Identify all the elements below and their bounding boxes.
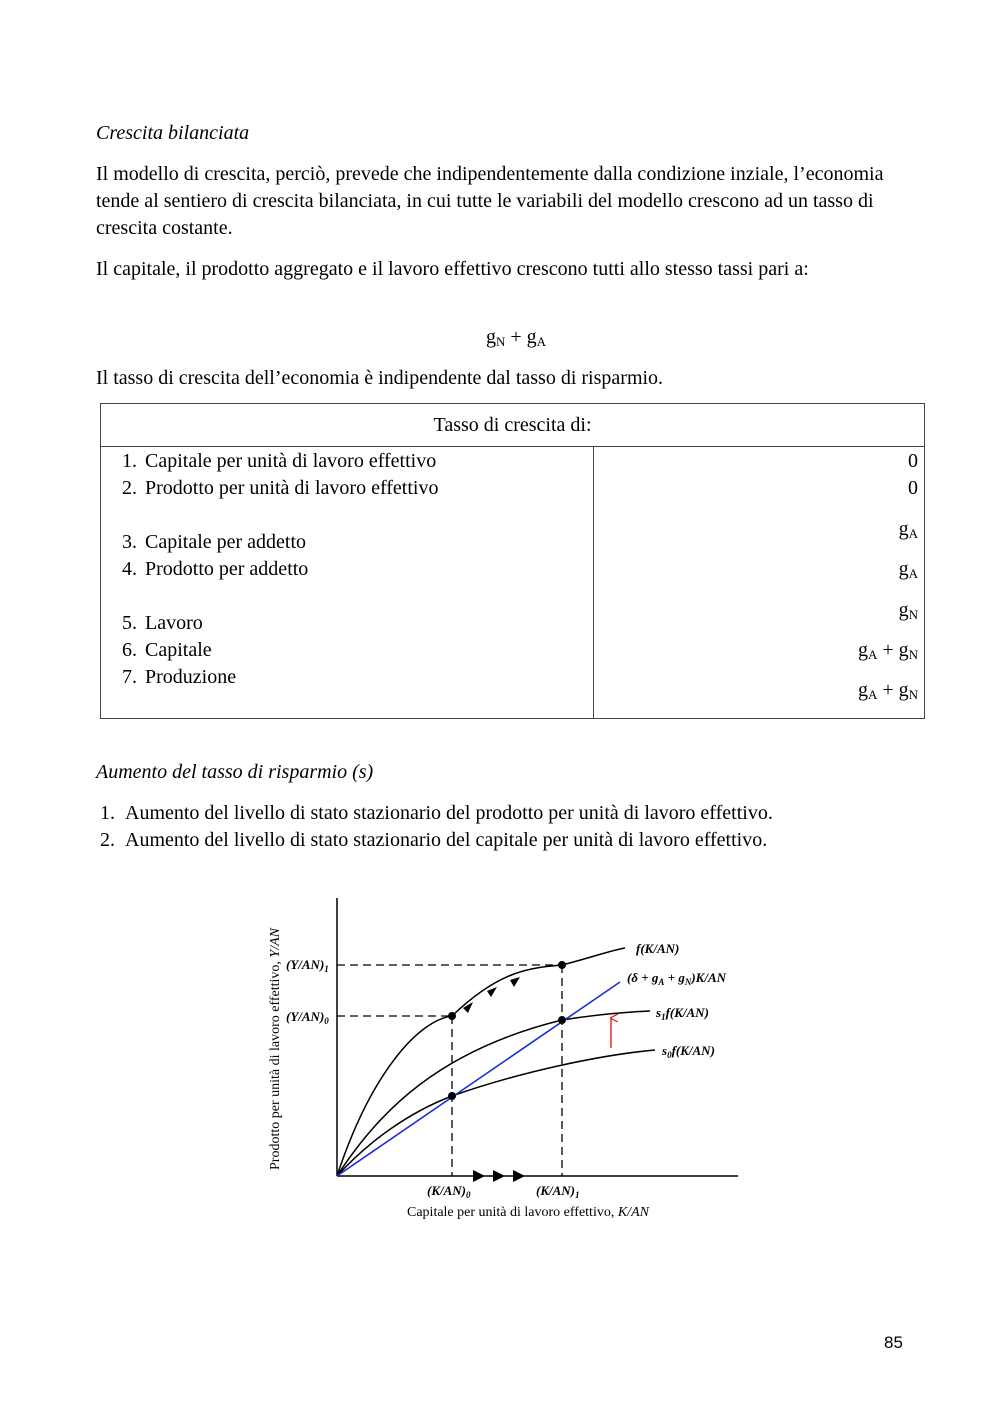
page-number: 85 [884,1333,903,1352]
table-row: 1. Capitale per unità di lavoro effettivo [122,450,437,472]
solow-diagram [0,890,1000,1250]
y1-label: $(Y/AN)_1$ [286,957,329,974]
table-value: $g_A$ [898,558,918,581]
y0-label: $(Y/AN)_0$ [286,1009,329,1026]
list-item: 1. Aumento del livello di stato stazionario del prodotto per unità di lavoro effettivo. [100,802,773,824]
table-labels-cell [101,447,594,719]
arrow-marker [510,977,520,987]
arrow-marker [493,1170,505,1182]
x1-label: $(K/AN)_1$ [536,1183,580,1200]
s0f-label: $s_0f(K/AN)$ [662,1043,715,1060]
table-row: 5. Lavoro [122,612,203,634]
s0f-curve [337,1050,655,1176]
table-row: 7. Produzione [122,666,237,688]
section-title-balanced-growth: Crescita bilanciata [96,122,250,144]
x0-label: $(K/AN)_0$ [427,1183,471,1200]
table-values-cell [594,447,925,719]
table-row: 3. Capitale per addetto [122,531,307,553]
list-item: 2. Aumento del livello di stato stazionario del capitale per unità di lavoro effettivo. [100,829,768,851]
line-label: $(\delta + g_A + g_N)K/AN$ [627,970,727,987]
x-axis-title: Capitale per unità di lavoro effettivo, K/AN [407,1205,649,1220]
table-value: 0 [908,450,918,472]
point [558,1016,566,1024]
arrow-marker [473,1170,485,1182]
point [558,961,566,969]
table-value: $g_A$ [898,518,918,541]
formula-gn-plus-ga: $g_N + g_A$ [485,326,547,349]
table-row: 4. Prodotto per addetto [122,558,309,580]
arrow-marker [513,1170,525,1182]
f-curve [337,948,625,1176]
paragraph-growth-rates: Il capitale, il prodotto aggregato e il lavoro effettivo crescono tutti allo stesso tassi pari a: [96,258,809,280]
point [448,1092,456,1100]
table-value: $g_A + g_N$ [857,639,918,662]
s1f-curve [337,1011,650,1176]
table-header: Tasso di crescita di: [101,404,925,447]
y-axis-title: Prodotto per unità di lavoro effettivo, Y/AN [268,928,283,1170]
table-value: $g_A + g_N$ [857,679,918,702]
table-row: 6. Capitale [122,639,212,661]
depreciation-line [337,982,620,1176]
paragraph-growth-model: Il modello di crescita, perciò, prevede che indipendentemente dalla condizione inziale, l’economia tende al sentiero di crescita bilanciata, in cui tutte le variabili del modello crescono ad un tasso di crescita costante. [96,163,884,239]
arrow-marker [487,987,497,997]
section-title-savings-increase: Aumento del tasso di risparmio (s) [96,761,374,783]
table-value: $g_N$ [898,599,918,622]
f-curve-label: f(K/AN) [636,941,680,956]
table-row: 2. Prodotto per unità di lavoro effettivo [122,477,439,499]
table-value: 0 [908,477,918,499]
paragraph-savings-independence: Il tasso di crescita dell’economia è indipendente dal tasso di risparmio. [96,367,664,389]
arrow-marker [463,1002,473,1013]
growth-rates-table [100,403,925,719]
point [448,1012,456,1020]
s1f-label: $s_1f(K/AN)$ [656,1005,709,1022]
